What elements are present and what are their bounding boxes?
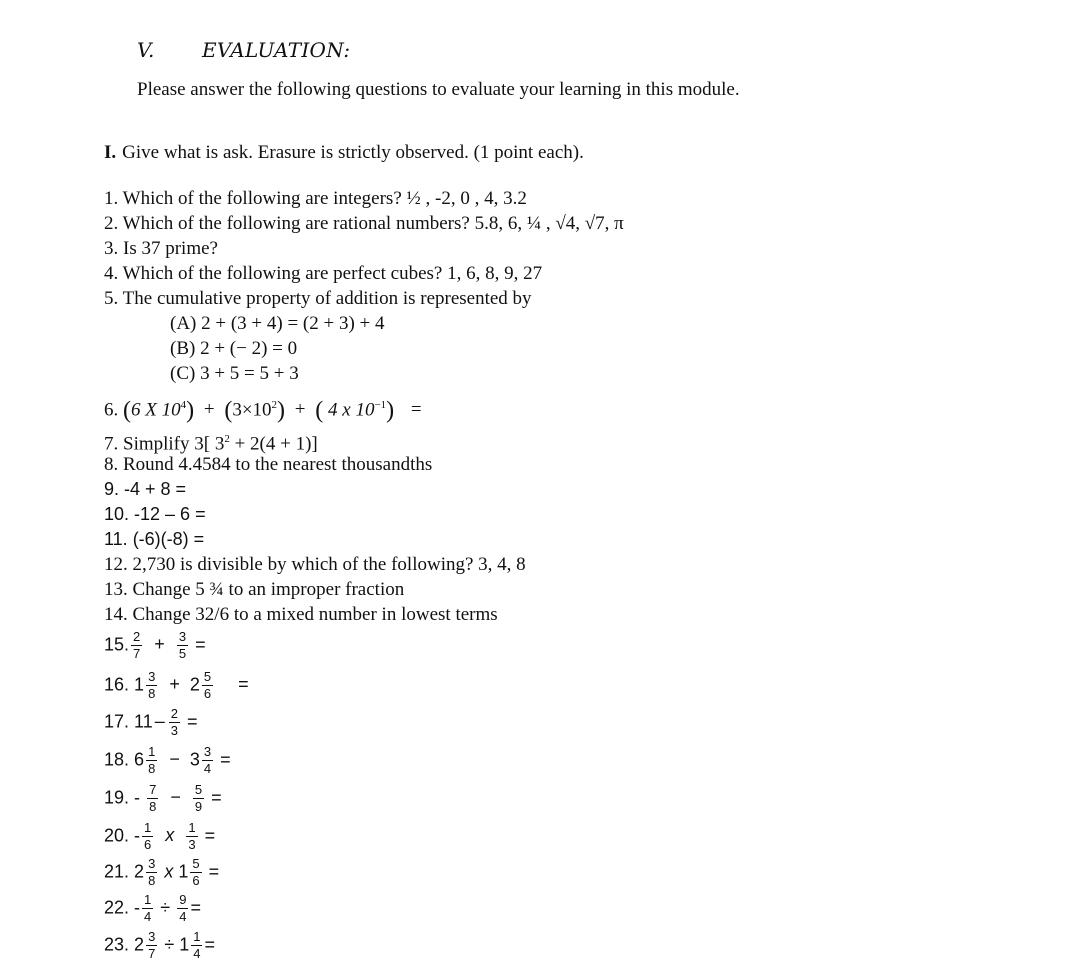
- q20-number: 20.: [104, 825, 130, 846]
- q22-number: 22.: [104, 897, 130, 918]
- q23-fraction-1: $\frac{3}{7}$: [148, 929, 156, 961]
- q20-fraction-2: $\frac{1}{3}$: [188, 820, 196, 852]
- q23-number: 23.: [104, 934, 130, 955]
- q6-plus-2: +: [294, 399, 306, 421]
- question-9: 9. -4 + 8 =: [104, 479, 187, 499]
- q17-equals: =: [187, 711, 198, 732]
- q21-number: 21.: [104, 861, 130, 882]
- question-6: 6. (6 X $10^4) + (3\times 10^2)$ + ( 4 x $10^{-1}$) =: [104, 397, 422, 424]
- q15-number: 15.: [104, 634, 130, 655]
- q21-equals: =: [208, 861, 220, 882]
- q23-equals: =: [204, 934, 215, 955]
- q6-term3-exp: −1: [374, 399, 387, 411]
- q18-operator: −: [169, 749, 180, 770]
- q20-sign: -: [134, 825, 141, 846]
- q21-fraction-1: $\frac{3}{8}$: [148, 856, 156, 888]
- question-1: 1. Which of the following are integers? ½ , -2, 0 , 4, 3.2: [104, 188, 527, 209]
- q16-number: 16.: [104, 674, 130, 695]
- question-8: 8. Round 4.4584 to the nearest thousandths: [104, 454, 433, 475]
- q18-fraction-1: $\frac{1}{8}$: [148, 744, 156, 776]
- question-2: 2. Which of the following are rational numbers? 5.8, 6, ¼ , √4, √7, π: [104, 213, 624, 234]
- q19-fraction-2: $\frac{5}{9}$: [194, 782, 203, 814]
- q16-whole-2: 2: [189, 674, 200, 695]
- q23-whole-1: 2: [134, 934, 145, 955]
- q15-fraction-2: $\frac{3}{5}$: [178, 629, 187, 661]
- q23-operator: ÷: [164, 934, 175, 955]
- q22-operator: ÷: [160, 897, 171, 918]
- question-18: [104, 745, 231, 776]
- q18-fraction-2: $\frac{3}{4}$: [203, 744, 212, 776]
- q18-number: 18.: [104, 749, 130, 770]
- q18-whole-2: 3: [189, 749, 200, 770]
- q15-fraction-1: $\frac{2}{7}$: [133, 629, 141, 661]
- q22-fraction-2: $\frac{9}{4}$: [179, 892, 187, 924]
- q18-whole-1: 6: [134, 749, 145, 770]
- question-5-option-b: (B) 2 + (− 2) = 0: [170, 338, 298, 359]
- part-instructions-text: Give what is ask. Erasure is strictly observed. (1 point each).: [122, 142, 584, 163]
- question-3: 3. Is 37 prime?: [104, 238, 218, 259]
- question-20: [104, 821, 215, 852]
- q6-term2-exp: 2: [271, 399, 278, 411]
- section-number: V.: [137, 38, 155, 62]
- q18-equals: =: [220, 749, 231, 770]
- part-instructions: [104, 142, 584, 164]
- question-15: [104, 630, 206, 661]
- question-13: 13. Change 5 ¾ to an improper fraction: [104, 579, 405, 600]
- q6-plus-1: +: [203, 399, 215, 421]
- question-22: [104, 893, 201, 924]
- q20-fraction-1: $\frac{1}{6}$: [144, 820, 152, 852]
- question-23: [104, 930, 215, 961]
- q17-number: 17.: [104, 711, 130, 732]
- q21-fraction-2: $\frac{5}{6}$: [192, 856, 200, 888]
- q6-term3: 4 x 10: [328, 399, 375, 421]
- question-16: [104, 670, 249, 701]
- q19-operator: −: [170, 787, 181, 808]
- question-5-option-c: (C) 3 + 5 = 5 + 3: [170, 363, 299, 384]
- q22-equals: =: [190, 897, 201, 918]
- q16-equals: =: [238, 674, 249, 695]
- q6-equals: =: [410, 399, 422, 421]
- q17-whole-1: 11: [134, 711, 153, 732]
- part-label: I.: [104, 142, 117, 163]
- q21-whole-1: 2: [134, 861, 145, 882]
- q20-equals: =: [204, 825, 216, 846]
- q22-sign: -: [134, 897, 141, 918]
- question-21: [104, 857, 219, 888]
- q7-suffix: + 2(4 + 1)]: [229, 433, 318, 455]
- q21-whole-2: 1: [178, 861, 189, 882]
- question-4: 4. Which of the following are perfect cubes? 1, 6, 8, 9, 27: [104, 263, 543, 284]
- q16-operator: +: [169, 674, 180, 695]
- q19-sign: -: [134, 787, 141, 808]
- q19-fraction-1: $\frac{7}{8}$: [149, 782, 157, 814]
- q19-equals: =: [211, 787, 222, 808]
- q16-fraction-1: $\frac{3}{8}$: [148, 669, 156, 701]
- question-5-option-a: (A) 2 + (3 + 4) = (2 + 3) + 4: [170, 313, 385, 334]
- q23-fraction-2: $\frac{1}{4}$: [193, 929, 201, 961]
- question-5: 5. The cumulative property of addition is represented by: [104, 288, 532, 309]
- question-17: [104, 707, 198, 738]
- section-title: EVALUATION:: [202, 38, 351, 62]
- q23-whole-2: 1: [179, 934, 190, 955]
- q15-equals: =: [195, 634, 206, 655]
- q6-term1-exp: 4: [180, 399, 187, 411]
- question-19: [104, 783, 222, 814]
- q16-whole-1: 1: [134, 674, 145, 695]
- q6-term2: 3×10: [232, 399, 272, 421]
- q22-fraction-1: $\frac{1}{4}$: [144, 892, 152, 924]
- q6-number: 6.: [104, 399, 119, 421]
- question-14: 14. Change 32/6 to a mixed number in lowest terms: [104, 604, 498, 625]
- q21-operator: x: [164, 861, 174, 882]
- q7-prefix: 7. Simplify 3[ 3: [104, 433, 225, 455]
- q17-operator: –: [154, 711, 165, 732]
- q20-operator: x: [165, 825, 175, 846]
- q15-operator: +: [154, 634, 165, 655]
- question-12: 12. 2,730 is divisible by which of the following? 3, 4, 8: [104, 554, 526, 575]
- q16-fraction-2: $\frac{5}{6}$: [203, 669, 212, 701]
- question-10: 10. -12 – 6 =: [104, 504, 206, 524]
- q19-number: 19.: [104, 787, 130, 808]
- question-11: 11. (-6)(-8) =: [104, 529, 205, 549]
- intro-text: Please answer the following questions to evaluate your learning in this module.: [137, 79, 740, 100]
- q7-exp: 2: [224, 433, 230, 445]
- q6-term1: 6 X 10: [131, 399, 181, 421]
- q17-fraction-1: $\frac{2}{3}$: [170, 706, 178, 738]
